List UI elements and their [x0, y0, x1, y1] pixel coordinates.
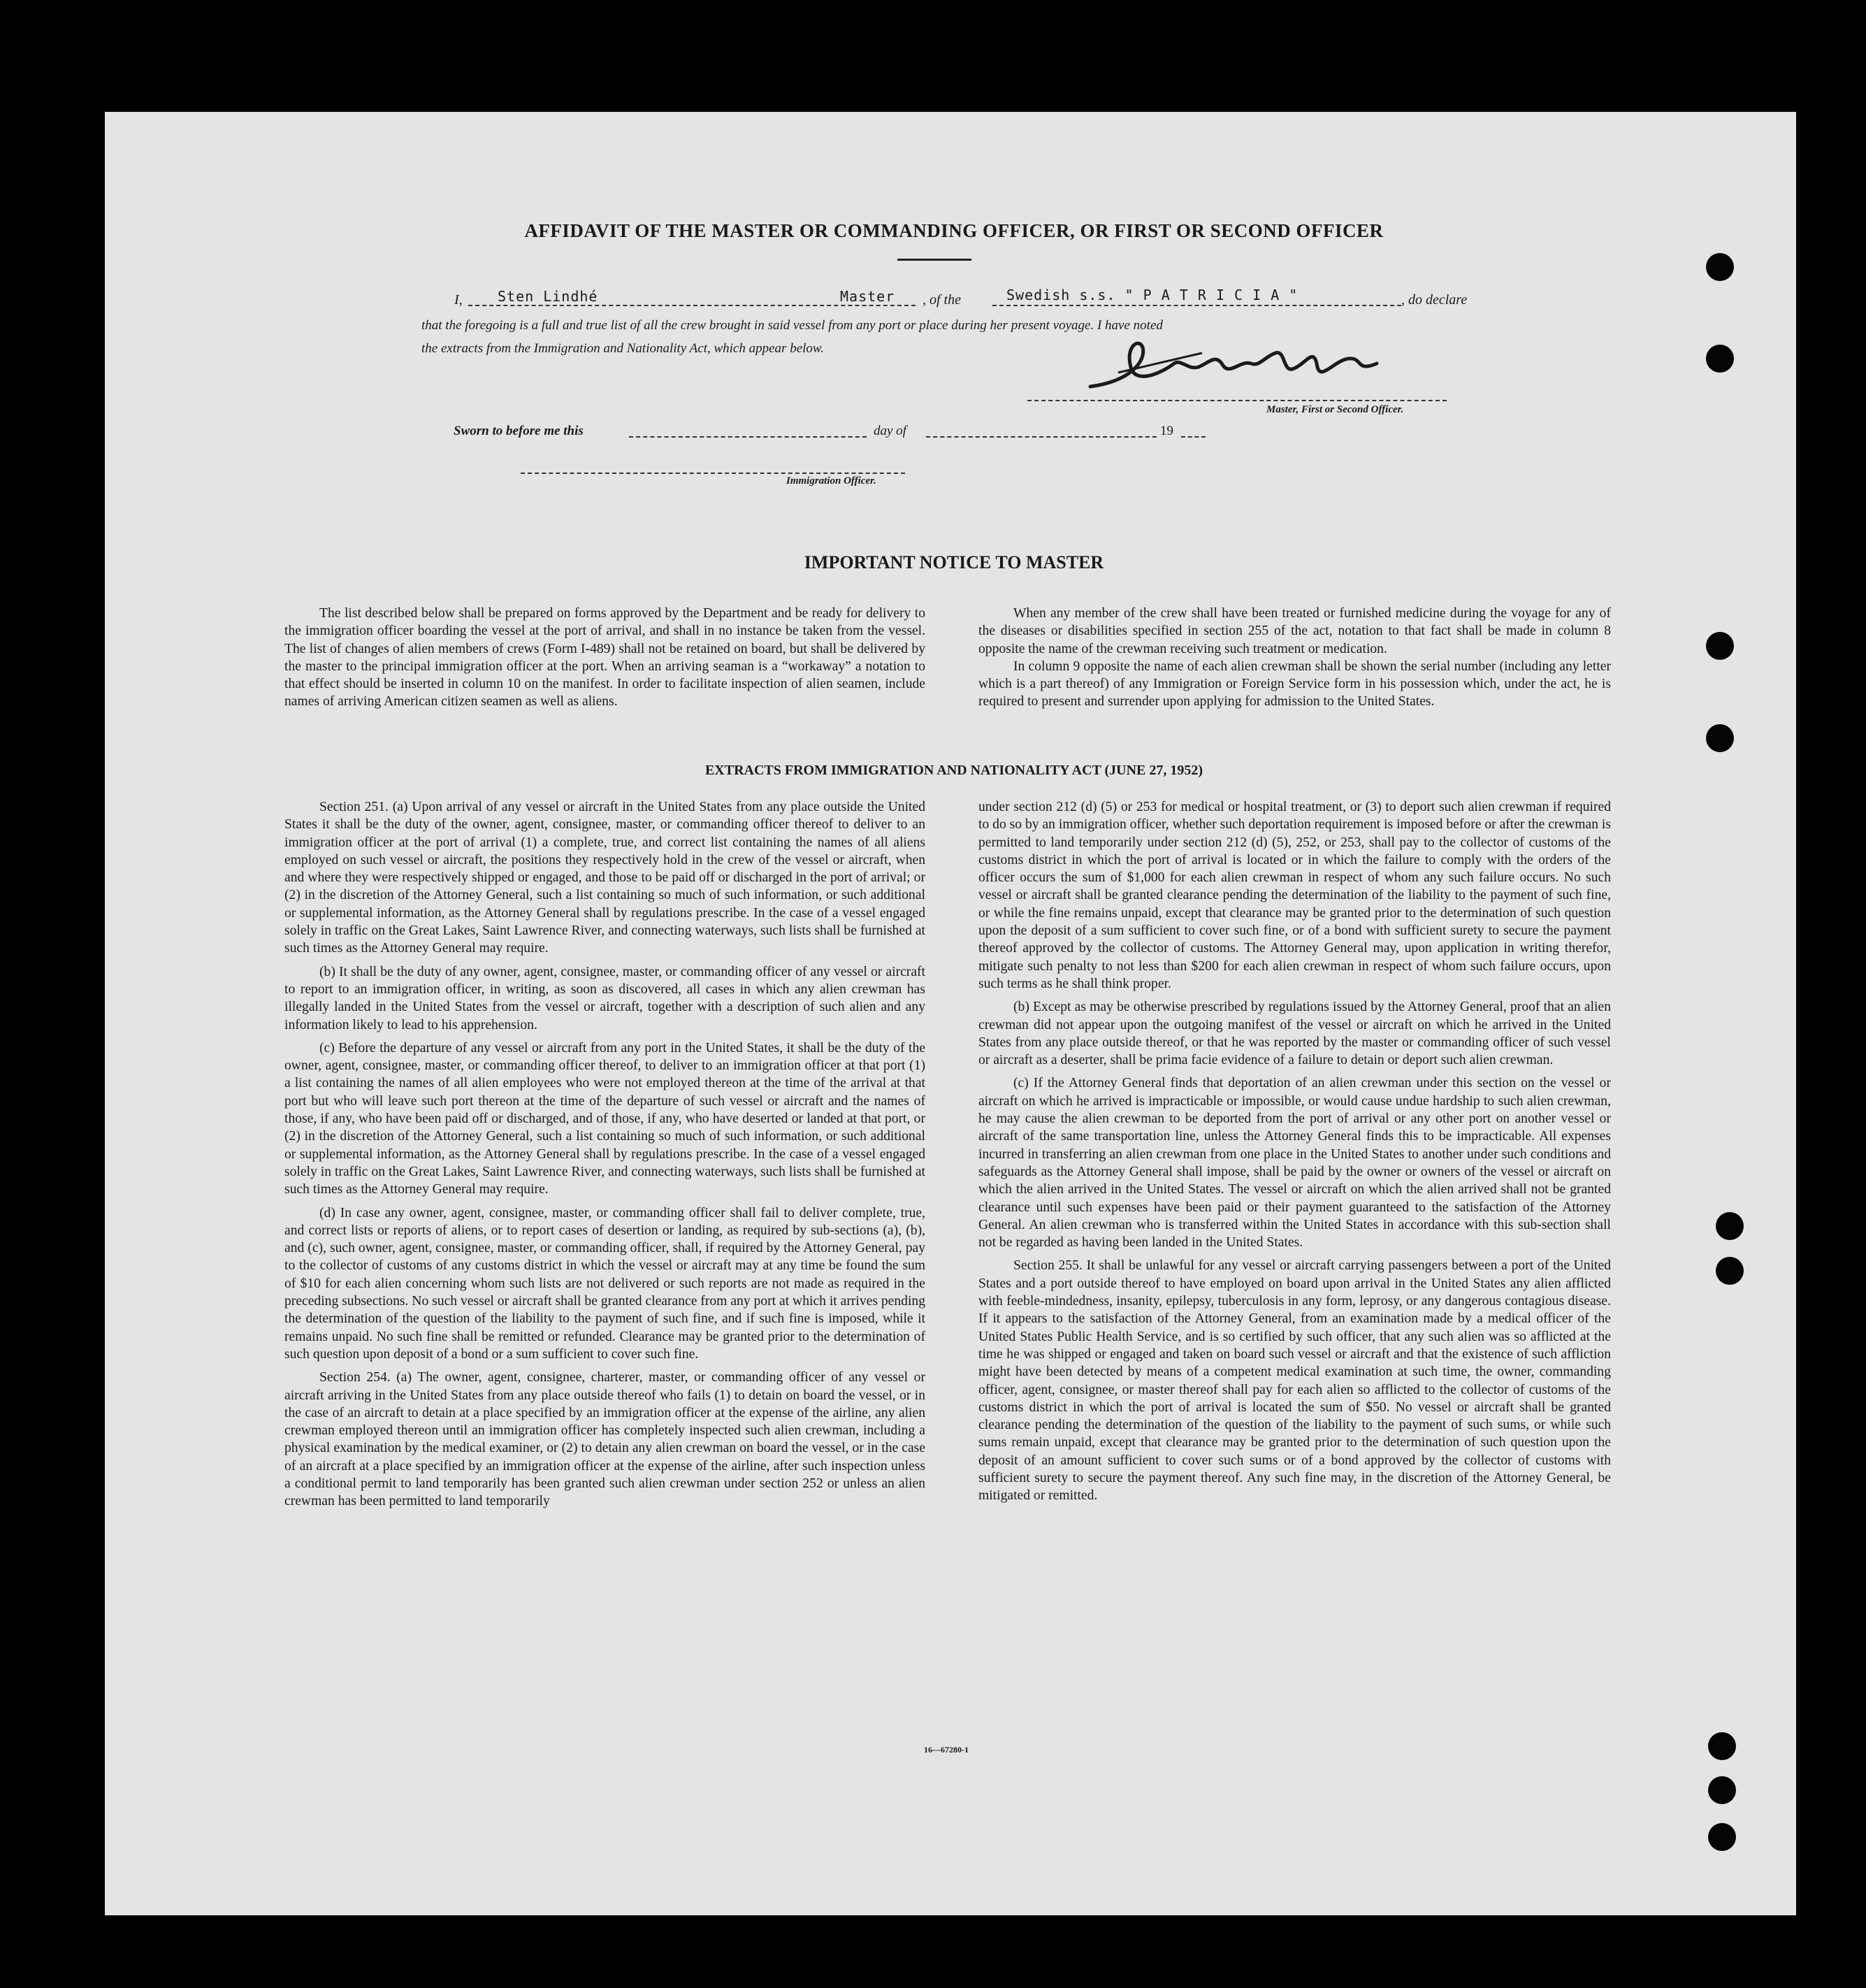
sworn-label: Sworn to before me this [454, 424, 584, 438]
notice-left-column [284, 605, 925, 711]
notice-right-column [978, 605, 1611, 711]
section-254-b: (b) Except as may be otherwise prescribed by regulations issued by the Attorney General, proof that an alien crewman did not appear upon the outgoing manifest of the vessel or aircraft on which he arrived in the United States from any place outside thereof, or that he was reported by the master or commanding officer of such vessel or aircraft as a deserter, shall be prima facie evidence of a failure to detain or deport such alien crewman. [978, 1000, 1611, 1068]
form-number: 16—67280-1 [924, 1745, 969, 1755]
year-line [1181, 436, 1206, 438]
signature-caption: Master, First or Second Officer. [1266, 404, 1404, 415]
affidavit-title: AFFIDAVIT OF THE MASTER OR COMMANDING OFFICER, OR FIRST OR SECOND OFFICER [524, 220, 1384, 241]
section-251-a: Section 251. (a) Upon arrival of any vessel or aircraft in the United States from any place outside the United States it shall be the duty of the owner, agent, consignee, master, or commanding officer thereof to deliver to an immigration officer at the port of arrival (1) a complete, true, and correct list containing the names of all aliens employed on such vessel or aircraft, the positions they respectively hold in the crew of the vessel or aircraft, when and where they were respectively shipped or engaged, and those to be paid off or discharged in the port of arrival; or (2) in the discretion of the Attorney General, such a list containing so much of such information, or such additional or supplemental information, as the Attorney General shall by regulations prescribe. In the case of a vessel engaged solely in traffic on the Great Lakes, Saint Lawrence River, and connecting waterways, such lists shall be furnished at such times as the Attorney General may require. [284, 800, 925, 956]
notice-right-text-2: In column 9 opposite the name of each alien crewman shall be shown the serial number (including any letter which is a part thereof) of any Immigration or Foreign Service form in his possession which, under the act, he is required to present and surrender upon applying for admission to the United States. [978, 658, 1611, 710]
section-255: Section 255. It shall be unlawful for any vessel or aircraft carrying passengers between a port of the United States and a port outside thereof to have employed on board upon arrival in the United States any alien afflicted with feeble-mindedness, insanity, epilepsy, tuberculosis in any form, leprosy, or any dangerous contagious disease. If it appears to the satisfaction of the Attorney General, from an examination made by a medical officer of the United States Public Health Service, and is so certified by such officer, that any such alien was so afflicted at the time he was shipped or engaged and taken on board such vessel or aircraft and that the existence of such affliction might have been detected by means of a competent medical examination at such time, the owner, commanding officer, agent, consignee, or master thereof shall pay for each alien so afflicted to the collector of customs of the customs district in which the port of arrival is located the sum of $50. No vessel or aircraft shall be granted clearance pending the determination of the question of the liability to the payment of such sums, or while such sums remain unpaid, except that clearance may be granted prior to the determination of such question upon the deposit of an amount sufficient to cover such sums or of a bond approved by the collector of customs with sufficient surety to secure the payment thereof. Any such fine may, in the discretion of the Attorney General, be mitigated or remitted. [978, 1258, 1611, 1504]
officer-line [521, 473, 905, 474]
punch-hole [1706, 345, 1734, 373]
section-254-a-cont: under section 212 (d) (5) or 253 for medical or hospital treatment, or (3) to deport such alien crewman if required to do so by an immigration officer, whether such deportation requirement is imposed before or after the crewman is permitted to land temporarily under section 212 (d) (5), 252, or 253, shall pay to the collector of customs of the customs district in which the port of arrival is located or in which the failure to comply with the orders of the officer occurs the sum of $1,000 for each alien crewman in respect of whom any such failure occurs. No such vessel or aircraft shall be granted clearance pending the determination of the liability to the payment of such fine, or while the fine remains unpaid, except that clearance may be granted prior to the determination of such question upon the deposit of a sum sufficient to cover such fine, or of a bond with sufficient surety to secure the payment thereof approved by the collector of customs. The Attorney General may, upon application in writing therefor, mitigate such penalty to not less than $200 for each alien crewman in respect of whom such failure occurs, upon such terms as he shall think proper. [978, 800, 1611, 991]
i-label: I, [454, 292, 463, 308]
punch-hole [1708, 1732, 1736, 1760]
section-251-b: (b) It shall be the duty of any owner, agent, consignee, master, or commanding officer of any vessel or aircraft to report to an immigration officer, in writing, as soon as discovered, all cases in which any alien crewman has illegally landed in the United States from the vessel or aircraft, together with a description of such alien and any information likely to lead to his apprehension. [284, 964, 925, 1032]
section-251-d: (d) In case any owner, agent, consignee, master, or commanding officer shall fail to deliver complete, true, and correct lists or reports of aliens, or to report cases of desertion or landing, as required by sub-sections (a), (b), and (c), such owner, agent, consignee, master, or commanding officer, shall, if required by the Attorney General, pay to the collector of customs of any customs district in which the vessel or aircraft may at any time be found the sum of $10 for each alien concerning whom such lists are not delivered or such reports are not made as required in the preceding subsections. No such vessel or aircraft shall be granted clearance from any port at which it arrives pending the determination of the question of the liability to the payment of such fine, and if such fine is imposed, while it remains unpaid. No such fine shall be remitted or refunded. Clearance may be granted prior to the determination of such question upon deposit of a bond or a sum sufficient to cover such fine. [284, 1205, 925, 1362]
extracts-title: EXTRACTS FROM IMMIGRATION AND NATIONALITY ACT (JUNE 27, 1952) [704, 763, 1203, 778]
declaration-line-2: that the foregoing is a full and true list of all the crew brought in said vessel from any port or place during her present voyage. I have noted [421, 318, 1163, 333]
sworn-month-line [926, 436, 1157, 438]
vessel-line [992, 305, 1401, 306]
master-name: Sten Lindhé [498, 288, 598, 305]
name-line [468, 305, 916, 306]
extracts-left-column [284, 798, 925, 1511]
punch-hole [1706, 724, 1734, 752]
section-254-c: (c) If the Attorney General finds that deportation of an alien crewman under this section on the vessel or aircraft on which he arrived is impracticable or impossible, or would cause undue hardship to such alien crewman, he may cause the alien crewman to be deported from the port of arrival or any other port on another vessel or aircraft of the same transportation line, unless the Attorney General finds this to be impracticable. All expenses incurred in transferring an alien crewman from one place in the United States to another under such conditions and safeguards as the Attorney General shall impose, shall be paid by the owner or owners of the vessel or aircraft on which the alien arrived in the United States. The vessel or aircraft on which the alien arrived shall not be granted clearance until such expenses have been paid or their payment guaranteed to the satisfaction of the Attorney General. An alien crewman who is transferred within the United States in accordance with this sub-section shall not be regarded as having been landed in the United States. [978, 1076, 1611, 1251]
punch-hole [1706, 632, 1734, 660]
rank: Master [840, 288, 895, 305]
section-251-c: (c) Before the departure of any vessel or aircraft from any port in the United States, it shall be the duty of the owner, agent, consignee, master, or commanding officer thereof, to deliver to an immigration officer at that port (1) a list containing the names of all alien employees who were not employed thereon at the time of the arrival at that port but who will leave such port thereon at the time of the departure of such vessel or aircraft and the names of those, if any, who have been paid off or discharged, and of those, if any, who have deserted or landed at that port, or (2) in the discretion of the Attorney General, such a list containing so much of such information, or such additional or supplemental information, as the Attorney General shall by regulations prescribe. In the case of a vessel engaged solely in traffic on the Great Lakes, Saint Lawrence River, and connecting waterways, such lists shall be furnished at such times as the Attorney General may require. [284, 1040, 925, 1197]
notice-left-text: The list described below shall be prepared on forms approved by the Department and be ready for delivery to the immigration officer boarding the vessel at the port of arrival, and shall in no instance be taken from the vessel. The list of changes of alien members of crews (Form I-489) shall not be retained on board, but shall be delivered by the master to the principal immigration officer at the port. When an arriving seaman is a “workaway” a notation to that effect should be inserted in column 10 on the manifest. In order to facilitate inspection of alien seamen, include names of arriving American citizen seamen as well as aliens. [284, 606, 925, 710]
punch-hole [1708, 1823, 1736, 1851]
do-declare-label: , do declare [1401, 292, 1468, 308]
officer-caption: Immigration Officer. [786, 475, 876, 487]
punch-hole [1716, 1257, 1744, 1285]
notice-title: IMPORTANT NOTICE TO MASTER [804, 552, 1104, 572]
section-254-a: Section 254. (a) The owner, agent, consignee, charterer, master, or commanding officer of any vessel or aircraft arriving in the United States from any place outside thereof who fails (1) to detain on board the vessel, or in the case of an aircraft to detain at a place specified by an immigration officer at the expense of the airline, any alien crewman employed thereon until an immigration officer has completely inspected such alien crewman, including a physical examination by the medical examiner, or (2) to detain any alien crewman on board the vessel, or in the case of an aircraft at a place specified by an immigration officer at the expense of the airline, after such inspection unless a conditional permit to land temporarily has been granted such alien crewman under section 252 or unless an alien crewman has been permitted to land temporarily [284, 1370, 925, 1509]
declaration-line-3: the extracts from the Immigration and Nationality Act, which appear below. [421, 341, 824, 356]
sworn-date-line [629, 436, 867, 438]
extracts-right-column [978, 798, 1611, 1505]
notice-right-text-1: When any member of the crew shall have been treated or furnished medicine during the voyage for any of the diseases or disabilities specified in section 255 of the act, notation to that fact shall be made in column 8 opposite the name of the crewman receiving such treatment or medication. [978, 606, 1611, 656]
signature [1076, 332, 1405, 402]
punch-hole [1716, 1212, 1744, 1240]
punch-hole [1708, 1776, 1736, 1804]
year-label: 19 [1160, 424, 1173, 438]
signature-line [1027, 400, 1447, 401]
vessel-name: Swedish s.s. " P A T R I C I A " [1006, 287, 1299, 303]
of-the-label: , of the [923, 292, 961, 308]
title-rule [897, 259, 971, 261]
day-of-label: day of [874, 424, 906, 438]
punch-hole [1706, 253, 1734, 281]
